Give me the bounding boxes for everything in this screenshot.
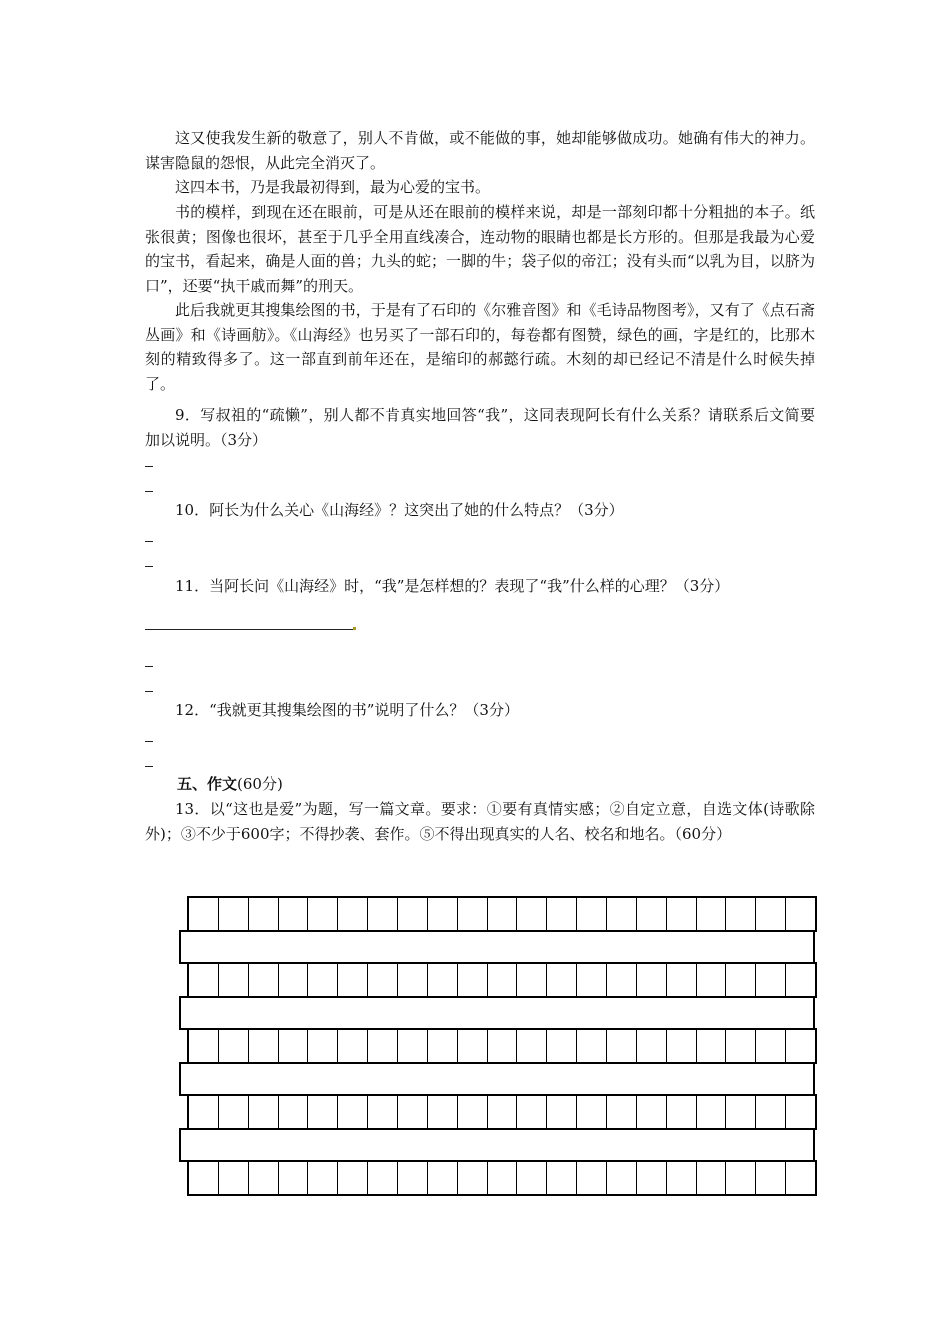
grid-cell[interactable] [667, 1030, 697, 1062]
grid-cell[interactable] [667, 1096, 697, 1128]
grid-cell[interactable] [756, 964, 786, 996]
grid-cell[interactable] [726, 1096, 756, 1128]
grid-cell[interactable] [726, 964, 756, 996]
grid-cell[interactable] [667, 1162, 697, 1194]
grid-cell[interactable] [637, 1162, 667, 1194]
grid-cell[interactable] [547, 1162, 577, 1194]
grid-cell[interactable] [547, 1030, 577, 1062]
grid-cell[interactable] [726, 898, 756, 930]
answer-line[interactable] [145, 541, 153, 542]
grid-cell[interactable] [607, 1162, 637, 1194]
grid-spacer-band [179, 930, 815, 964]
grid-cell[interactable] [279, 1162, 309, 1194]
grid-spacer-band [179, 996, 815, 1030]
grid-cell[interactable] [488, 964, 518, 996]
answer-line[interactable] [145, 466, 153, 467]
grid-cell[interactable] [279, 1030, 309, 1062]
grid-cell[interactable] [308, 1030, 338, 1062]
grid-row [187, 896, 817, 932]
grid-cell[interactable] [249, 1030, 279, 1062]
grid-cell[interactable] [338, 1096, 368, 1128]
grid-cell[interactable] [488, 1030, 518, 1062]
grid-cell[interactable] [637, 1030, 667, 1062]
grid-cell[interactable] [756, 1030, 786, 1062]
grid-cell[interactable] [398, 1030, 428, 1062]
grid-cell[interactable] [547, 898, 577, 930]
writing-grid [179, 896, 819, 1196]
grid-cell[interactable] [279, 898, 309, 930]
grid-cell[interactable] [726, 1030, 756, 1062]
answer-line[interactable] [145, 666, 153, 667]
grid-cell[interactable] [697, 1030, 727, 1062]
passage-paragraph-4: 此后我就更其搜集绘图的书，于是有了石印的《尔雅音图》和《毛诗品物图考》，又有了《点石斋丛画》和《诗画舫》。《山海经》也另买了一部石印的，每卷都有图赞，绿色的画，字是红的，比那木刻的精致得多了。这一部直到前年还在，是缩印的郝懿行疏。木刻的却已经记不清是什么时候失掉了。 [145, 301, 815, 393]
grid-cell[interactable] [786, 1162, 815, 1194]
grid-cell[interactable] [398, 964, 428, 996]
section-heading [177, 772, 283, 797]
grid-cell[interactable] [488, 1096, 518, 1128]
grid-cell[interactable] [308, 1096, 338, 1128]
question-10: 10．阿长为什么关心《山海经》？这突出了她的什么特点？（3分） [175, 501, 624, 519]
question-11: 11．当阿长问《山海经》时，“我”是怎样想的？表现了“我”什么样的心理？（3分） [175, 577, 730, 595]
grid-cell[interactable] [577, 1030, 607, 1062]
grid-cell[interactable] [189, 1096, 219, 1128]
grid-cell[interactable] [219, 1162, 249, 1194]
grid-cell[interactable] [368, 1030, 398, 1062]
question-13: 13．以“这也是爱”为题，写一篇文章。要求：①要有真情实感；②自定立意，自选文体(诗歌除外)；③不少于600字；不得抄袭、套作。⑤不得出现真实的人名、校名和地名。（60分） [145, 800, 815, 843]
grid-cell[interactable] [577, 898, 607, 930]
grid-cell[interactable] [786, 898, 815, 930]
grid-cell[interactable] [458, 898, 488, 930]
grid-cell[interactable] [667, 898, 697, 930]
grid-cell[interactable] [219, 964, 249, 996]
grid-cell[interactable] [517, 964, 547, 996]
grid-cell[interactable] [398, 1096, 428, 1128]
answer-line[interactable] [145, 741, 153, 742]
answer-line[interactable] [145, 491, 153, 492]
grid-cell[interactable] [428, 1030, 458, 1062]
grid-cell[interactable] [189, 898, 219, 930]
grid-cell[interactable] [368, 964, 398, 996]
grid-cell[interactable] [458, 1030, 488, 1062]
grid-cell[interactable] [368, 1096, 398, 1128]
grid-cell[interactable] [697, 898, 727, 930]
grid-cell[interactable] [458, 1162, 488, 1194]
grid-cell[interactable] [637, 1096, 667, 1128]
grid-cell[interactable] [458, 964, 488, 996]
grid-cell[interactable] [577, 1162, 607, 1194]
grid-cell[interactable] [607, 898, 637, 930]
grid-cell[interactable] [249, 964, 279, 996]
grid-cell[interactable] [219, 898, 249, 930]
question-9: 9．写叔祖的“疏懒”，别人都不肯真实地回答“我”，这同表现阿长有什么关系？请联系后文简要加以说明。（3分） [145, 406, 815, 449]
grid-cell[interactable] [189, 964, 219, 996]
grid-cell[interactable] [607, 1030, 637, 1062]
answer-line[interactable] [145, 766, 153, 767]
section-title: 五、作文 [177, 775, 238, 793]
grid-cell[interactable] [338, 1162, 368, 1194]
grid-cell[interactable] [219, 1096, 249, 1128]
section-score: (60分) [237, 775, 283, 793]
grid-cell[interactable] [338, 964, 368, 996]
answer-underline[interactable] [145, 629, 353, 630]
grid-cell[interactable] [249, 1162, 279, 1194]
grid-cell[interactable] [547, 964, 577, 996]
grid-cell[interactable] [189, 1030, 219, 1062]
grid-cell[interactable] [338, 1030, 368, 1062]
grid-cell[interactable] [607, 964, 637, 996]
grid-cell[interactable] [577, 964, 607, 996]
grid-cell[interactable] [368, 898, 398, 930]
grid-spacer-band [179, 1128, 815, 1162]
grid-cell[interactable] [517, 1096, 547, 1128]
grid-cell[interactable] [637, 964, 667, 996]
grid-cell[interactable] [637, 898, 667, 930]
grid-cell[interactable] [786, 964, 815, 996]
grid-cell[interactable] [308, 964, 338, 996]
question-12: 12．“我就更其搜集绘图的书”说明了什么？（3分） [175, 701, 519, 719]
grid-cell[interactable] [697, 1096, 727, 1128]
passage-paragraph-3: 书的模样，到现在还在眼前，可是从还在眼前的模样来说，却是一部刻印都十分粗拙的本子。纸张很黄；图像也很坏，甚至于几乎全用直线凑合，连动物的眼睛也都是长方形的。但那是我最为心爱的宝书，看起来，确是人面的兽；九头的蛇；一脚的牛；袋子似的帝江；没有头而“以乳为目，以脐为口”，还要“执干戚而舞”的刑天。 [145, 203, 815, 295]
answer-line[interactable] [145, 566, 153, 567]
grid-cell[interactable] [756, 898, 786, 930]
grid-cell[interactable] [726, 1162, 756, 1194]
grid-cell[interactable] [667, 964, 697, 996]
grid-row [187, 1094, 817, 1130]
grid-cell[interactable] [398, 898, 428, 930]
grid-cell[interactable] [279, 964, 309, 996]
grid-row [187, 1028, 817, 1064]
grid-spacer-band [179, 1062, 815, 1096]
grid-cell[interactable] [607, 1096, 637, 1128]
grid-cell[interactable] [488, 898, 518, 930]
grid-row [187, 962, 817, 998]
grid-cell[interactable] [517, 1162, 547, 1194]
grid-cell[interactable] [786, 1096, 815, 1128]
grid-cell[interactable] [756, 1096, 786, 1128]
grid-cell[interactable] [458, 1096, 488, 1128]
grid-row [187, 1160, 817, 1196]
grid-cell[interactable] [428, 898, 458, 930]
grid-cell[interactable] [697, 964, 727, 996]
grid-cell[interactable] [368, 1162, 398, 1194]
grid-cell[interactable] [279, 1096, 309, 1128]
grid-cell[interactable] [428, 964, 458, 996]
grid-cell[interactable] [428, 1162, 458, 1194]
grid-cell[interactable] [577, 1096, 607, 1128]
grid-cell[interactable] [308, 1162, 338, 1194]
grid-cell[interactable] [249, 898, 279, 930]
grid-cell[interactable] [756, 1162, 786, 1194]
grid-cell[interactable] [786, 1030, 815, 1062]
underline-mark [353, 627, 356, 630]
passage-paragraph-2: 这四本书，乃是我最初得到，最为心爱的宝书。 [175, 178, 491, 196]
passage-paragraph-1: 这又使我发生新的敬意了，别人不肯做，或不能做的事，她却能够做成功。她确有伟大的神力。谋害隐鼠的怨恨，从此完全消灭了。 [145, 129, 815, 172]
grid-cell[interactable] [547, 1096, 577, 1128]
grid-cell[interactable] [249, 1096, 279, 1128]
grid-cell[interactable] [517, 1030, 547, 1062]
grid-cell[interactable] [517, 898, 547, 930]
grid-cell[interactable] [189, 1162, 219, 1194]
grid-cell[interactable] [398, 1162, 428, 1194]
grid-cell[interactable] [697, 1162, 727, 1194]
grid-cell[interactable] [488, 1162, 518, 1194]
grid-cell[interactable] [219, 1030, 249, 1062]
grid-cell[interactable] [338, 898, 368, 930]
answer-line[interactable] [145, 691, 153, 692]
grid-cell[interactable] [308, 898, 338, 930]
grid-cell[interactable] [428, 1096, 458, 1128]
